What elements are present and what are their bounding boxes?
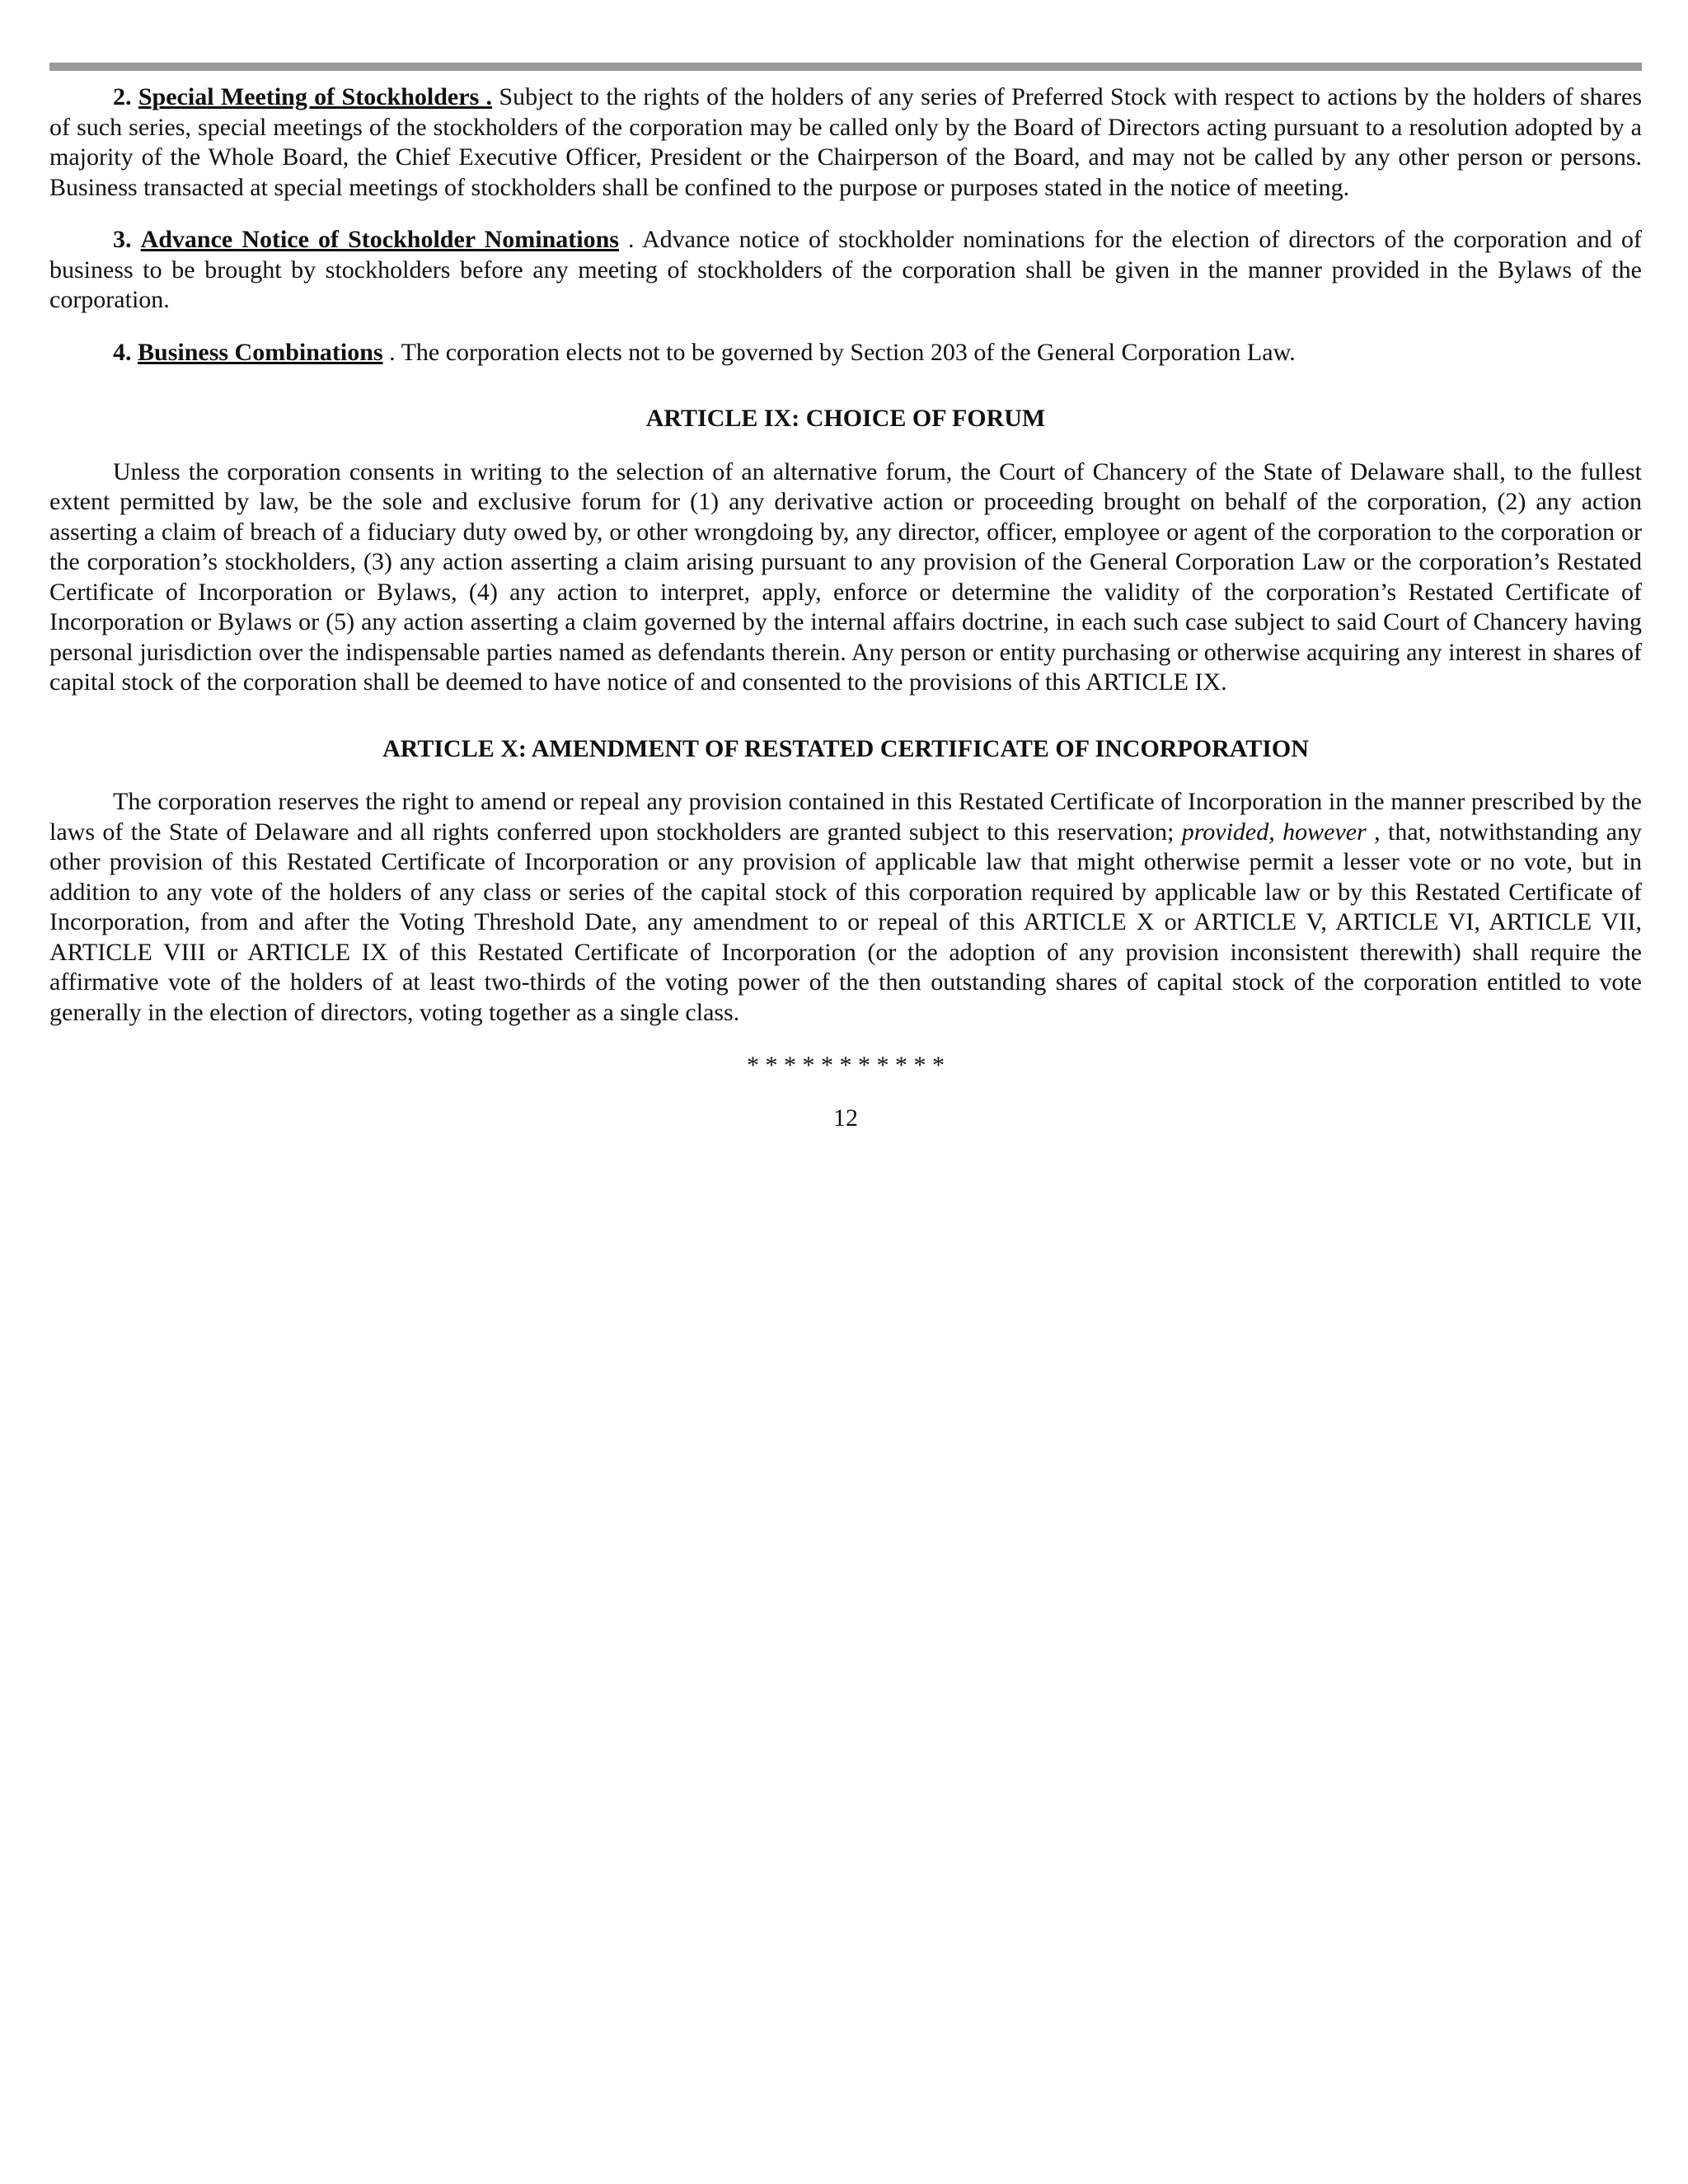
section-number: 2.: [113, 83, 132, 110]
article-x-paragraph: [49, 787, 1642, 1028]
section-title: Business Combinations: [138, 338, 383, 366]
article-x-body-start: The corporation reserves the right to amend or repeal any provision contained in this Restated Certificate of Incorporation in the manner prescribed by the laws of the State of Delaware and all rights conferred upon stockholders are granted subject to this reservation;: [49, 788, 1642, 846]
article-ix-heading: ARTICLE IX: CHOICE OF FORUM: [645, 405, 1046, 432]
article-ix-paragraph: Unless the corporation consents in writing to the selection of an alternative forum, the Court of Chancery of the State of Delaware shall, to the fullest extent permitted by law, be the sole and exclusive forum for (1) any derivative action or proceeding brought on behalf of the corporation, (2) any action asserting a claim of breach of a fiduciary duty owed by, or other wrongdoing by, any director, officer, employee or agent of the corporation to the corporation or the corporation’s stockholders, (3) any action asserting a claim arising pursuant to any provision of the General Corporation Law or the corporation’s Restated Certificate of Incorporation or Bylaws, (4) any action to interpret, apply, enforce or determine the validity of the corporation’s Restated Certificate of Incorporation or Bylaws or (5) any action asserting a claim governed by the internal affairs doctrine, in each such case subject to said Court of Chancery having personal jurisdiction over the indispensable parties named as defendants therein. Any person or entity purchasing or otherwise acquiring any interest in shares of capital stock of the corporation shall be deemed to have notice of and consented to the provisions of this ARTICLE IX.: [49, 457, 1642, 696]
document-page: [49, 82, 1642, 1133]
section-body: Subject to the rights of the holders of any series of Preferred Stock with respect to actions by the holders of shares of such series, special meetings of the stockholders of the corporation may be called only by the Board of Directors acting pursuant to a resolution adopted by a majority of the Whole Board, the Chief Executive Officer, President or the Chairperson of the Board, and may not be called by any other person or persons. Business transacted at special meetings of stockholders shall be confined to the purpose or purposes stated in the notice of meeting.: [49, 83, 1643, 201]
page-number: 12: [833, 1104, 858, 1132]
section-number: 4.: [113, 338, 132, 366]
article-x-heading: ARTICLE X: AMENDMENT OF RESTATED CERTIFICATE OF INCORPORATION: [382, 734, 1309, 762]
section-body: . Advance notice of stockholder nominations for the election of directors of the corporation and of business to be brought by stockholders before any meeting of stockholders of the corporation shall be given in the manner provided in the Bylaws of the corporation.: [49, 226, 1642, 313]
end-marker: * * * * * * * * * * *: [747, 1052, 945, 1079]
article-x-italic-text: provided, however: [1181, 818, 1367, 846]
section-4-paragraph: [49, 338, 1642, 368]
article-x-body-end: , that, notwithstanding any other provision of this Restated Certificate of Incorporation or any provision of applicable law that might otherwise permit a lesser vote or no vote, but in addition to any vote of the holders of any class or series of the capital stock of this corporation required by applicable law or by this Restated Certificate of Incorporation, from and after the Voting Threshold Date, any amendment to or repeal of this ARTICLE X or ARTICLE V, ARTICLE VI, ARTICLE VII, ARTICLE VIII or ARTICLE IX of this Restated Certificate of Incorporation (or the adoption of any provision inconsistent therewith) shall require the affirmative vote of the holders of at least two-thirds of the voting power of the then outstanding shares of capital stock of the corporation entitled to vote generally in the election of directors, voting together as a single class.: [49, 818, 1642, 1026]
section-title: Advance Notice of Stockholder Nominations: [140, 226, 619, 253]
section-body: . The corporation elects not to be governed by Section 203 of the General Corporation Law.: [382, 338, 1296, 366]
section-3-paragraph: [49, 225, 1642, 316]
top-rule: [49, 63, 1642, 71]
section-2-paragraph: [49, 82, 1642, 203]
section-title: Special Meeting of Stockholders .: [138, 83, 493, 110]
section-number: 3.: [113, 226, 132, 253]
